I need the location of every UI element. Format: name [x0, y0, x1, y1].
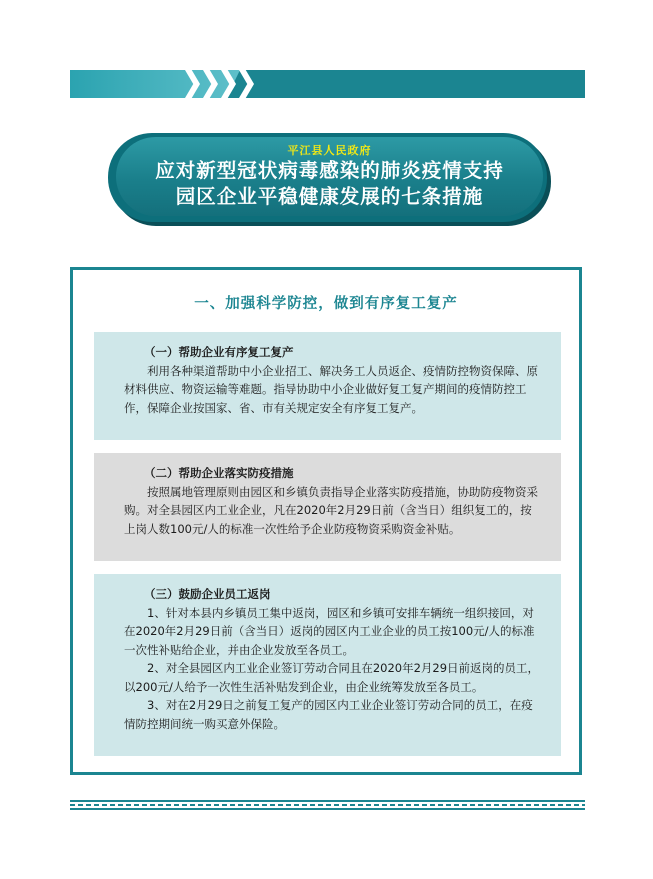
- measure-box-2: [94, 453, 561, 561]
- measure-heading: （一）帮助企业有序复工复产: [144, 345, 294, 359]
- measure-heading: （二）帮助企业落实防疫措施: [144, 466, 294, 480]
- measure-paragraph: 利用各种渠道帮助中小企业招工、解决务工人员返企、疫情防控物资保障、原材料供应、物资运输等难题。指导协助中小企业做好复工复产期间的疫情防控工作，保障企业按国家、省、市有关规定安全有序复工复产。: [124, 363, 538, 415]
- issuer-label: 平江县人民政府: [287, 144, 372, 157]
- page-title-line-1: 应对新型冠状病毒感染的肺炎疫情支持: [155, 159, 504, 182]
- footer-rule: [70, 800, 585, 810]
- top-banner-bar: [70, 70, 585, 98]
- footer-rule-dashed: [70, 804, 585, 806]
- measure-box-3: [94, 574, 561, 756]
- measure-paragraph: 1、针对本县内乡镇员工集中返岗，园区和乡镇可安排车辆统一组织接回，对在2020年2月29日前（含当日）返岗的园区内工业企业的员工按100元/人的标准一次性补贴给企业，并由企业发放至各员工。: [124, 605, 535, 657]
- measure-heading: （三）鼓励企业员工返岗: [144, 587, 271, 601]
- section-title: 一、加强科学防控，做到有序复工复产: [194, 296, 458, 312]
- measure-box-1: [94, 332, 561, 440]
- footer-rule-line: [70, 800, 585, 802]
- title-banner-inner: [116, 137, 543, 216]
- page-title-line-2: 园区企业平稳健康发展的七条措施: [175, 185, 484, 208]
- title-banner: [108, 133, 547, 222]
- chevron-right-icon: [239, 70, 254, 98]
- content-frame: [70, 267, 582, 775]
- measure-paragraph: 按照属地管理原则由园区和乡镇负责指导企业落实防疫措施，协助防疫物资采购。对全县园区内工业企业，凡在2020年2月29日前（含当日）组织复工的，按上岗人数100元/人的标准一次性给予企业防疫物资采购资金补贴。: [124, 484, 538, 536]
- footer-rule-line: [70, 808, 585, 810]
- measure-paragraph: 3、对在2月29日之前复工复产的园区内工业企业签订劳动合同的员工，在疫情防控期间统一购买意外保险。: [124, 698, 533, 731]
- measure-paragraph: 2、对全县园区内工业企业签订劳动合同且在2020年2月29日前返岗的员工，以200元/人给予一次性生活补贴发到企业，由企业统筹发放至各员工。: [124, 661, 540, 694]
